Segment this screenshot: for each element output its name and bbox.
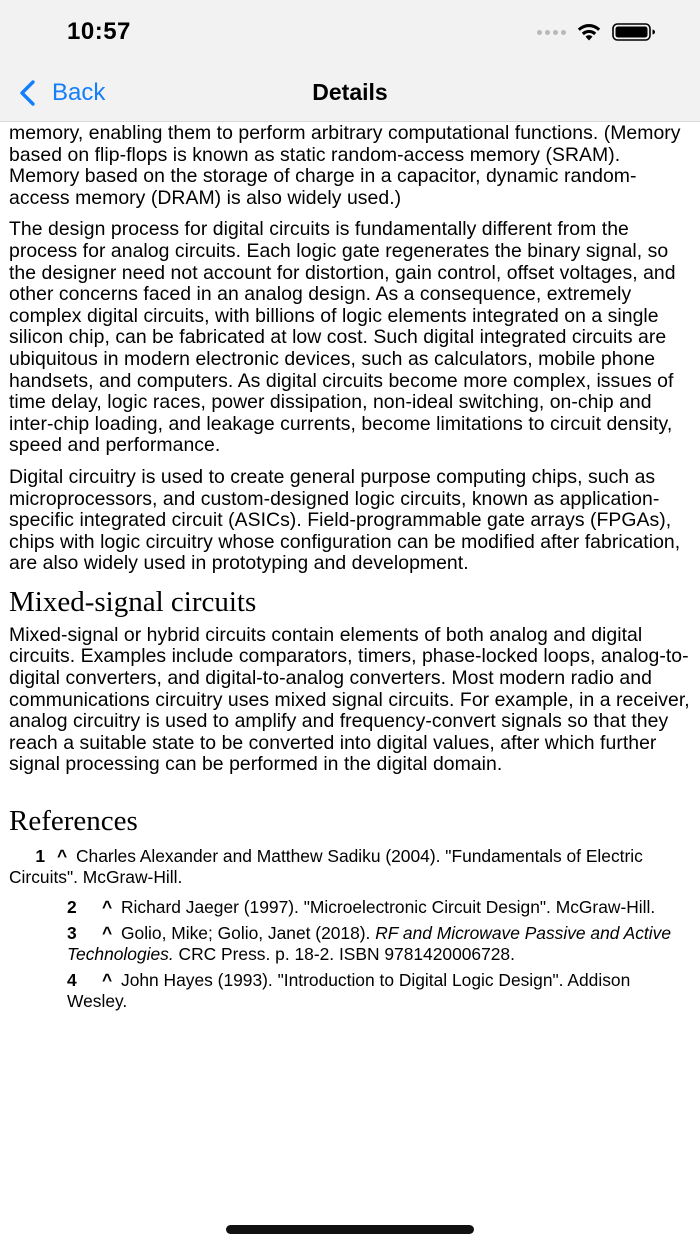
backlink-caret[interactable]: ^	[102, 897, 113, 918]
article-scroll-view[interactable]	[0, 122, 700, 1244]
paragraph: memory, enabling them to perform arbitrary computational functions. (Memory based on flip-flops is known as static random-access memory (SRAM). Memory based on the storage of charge in a capacitor, dynamic random-access memory (DRAM) is also widely used.)	[9, 122, 681, 209]
reference-number: 4	[67, 970, 77, 991]
wifi-icon	[576, 22, 602, 42]
cellular-signal-icon	[537, 30, 566, 35]
home-indicator[interactable]	[226, 1225, 474, 1234]
status-icons	[537, 22, 656, 42]
back-label: Back	[52, 79, 106, 106]
reference-item	[67, 923, 690, 964]
reference-text: John Hayes (1993). "Introduction to Digital Logic Design". Addison Wesley.	[67, 970, 631, 1011]
reference-text: CRC Press. p. 18-2. ISBN 9781420006728.	[173, 943, 515, 964]
page-title: Details	[312, 79, 388, 105]
backlink-caret[interactable]: ^	[102, 970, 113, 991]
reference-number: 1	[35, 846, 45, 867]
reference-list	[9, 897, 690, 1011]
reference-number: 2	[67, 897, 77, 918]
reference-text: Charles Alexander and Matthew Sadiku (2004). "Fundamentals of Electric Circuits". McGraw-Hill.	[9, 846, 643, 888]
reference-item	[9, 846, 690, 888]
backlink-caret[interactable]: ^	[57, 846, 68, 867]
reference-number: 3	[67, 923, 77, 944]
backlink-caret[interactable]: ^	[102, 923, 113, 944]
reference-item	[67, 897, 690, 917]
section-heading-references: References	[9, 805, 138, 838]
reference-item	[67, 970, 690, 1011]
reference-title-italic: RF and Microwave Passive and Active Technologies.	[67, 923, 671, 964]
paragraph: Mixed-signal or hybrid circuits contain elements of both analog and digital circuits. Examples include comparators, timers, phase-locked loops, analog-to-digital converters, and digital-to-analog converters. Most modern radio and communications circuitry uses mixed signal circuits. For example, in a receiver, analog circuitry is used to amplify and frequency-convert signals so that they reach a suitable state to be converted into digital values, after which further signal processing can be performed in the digital domain.	[9, 623, 690, 776]
top-bar	[0, 0, 700, 122]
paragraph: Digital circuitry is used to create general purpose computing chips, such as microprocessors, and custom-designed logic circuits, known as application-specific integrated circuit (ASICs). Field-programmable gate arrays (FPGAs), chips with logic circuitry whose configuration can be modified after fabrication, are also widely used in prototyping and development.	[9, 465, 681, 575]
section-heading-mixed-signal: Mixed-signal circuits	[9, 585, 257, 618]
paragraph: The design process for digital circuits is fundamentally different from the process for analog circuits. Each logic gate regenerates the binary signal, so the designer need not account for distortion, gain control, offset voltages, and other concerns faced in an analog design. As a consequence, extremely complex digital circuits, with billions of logic elements integrated on a single silicon chip, can be fabricated at low cost. Such digital integrated circuits are ubiquitous in modern electronic devices, such as calculators, mobile phone handsets, and computers. As digital circuits become more complex, issues of time delay, logic races, power dissipation, non-ideal switching, on-chip and inter-chip loading, and leakage currents, become limitations to circuit density, speed and performance.	[9, 218, 676, 457]
reference-text: Richard Jaeger (1997). "Microelectronic Circuit Design". McGraw-Hill.	[121, 897, 656, 918]
battery-icon	[612, 22, 656, 42]
status-time: 10:57	[67, 18, 131, 45]
reference-text: Golio, Mike; Golio, Janet (2018).	[121, 923, 376, 944]
